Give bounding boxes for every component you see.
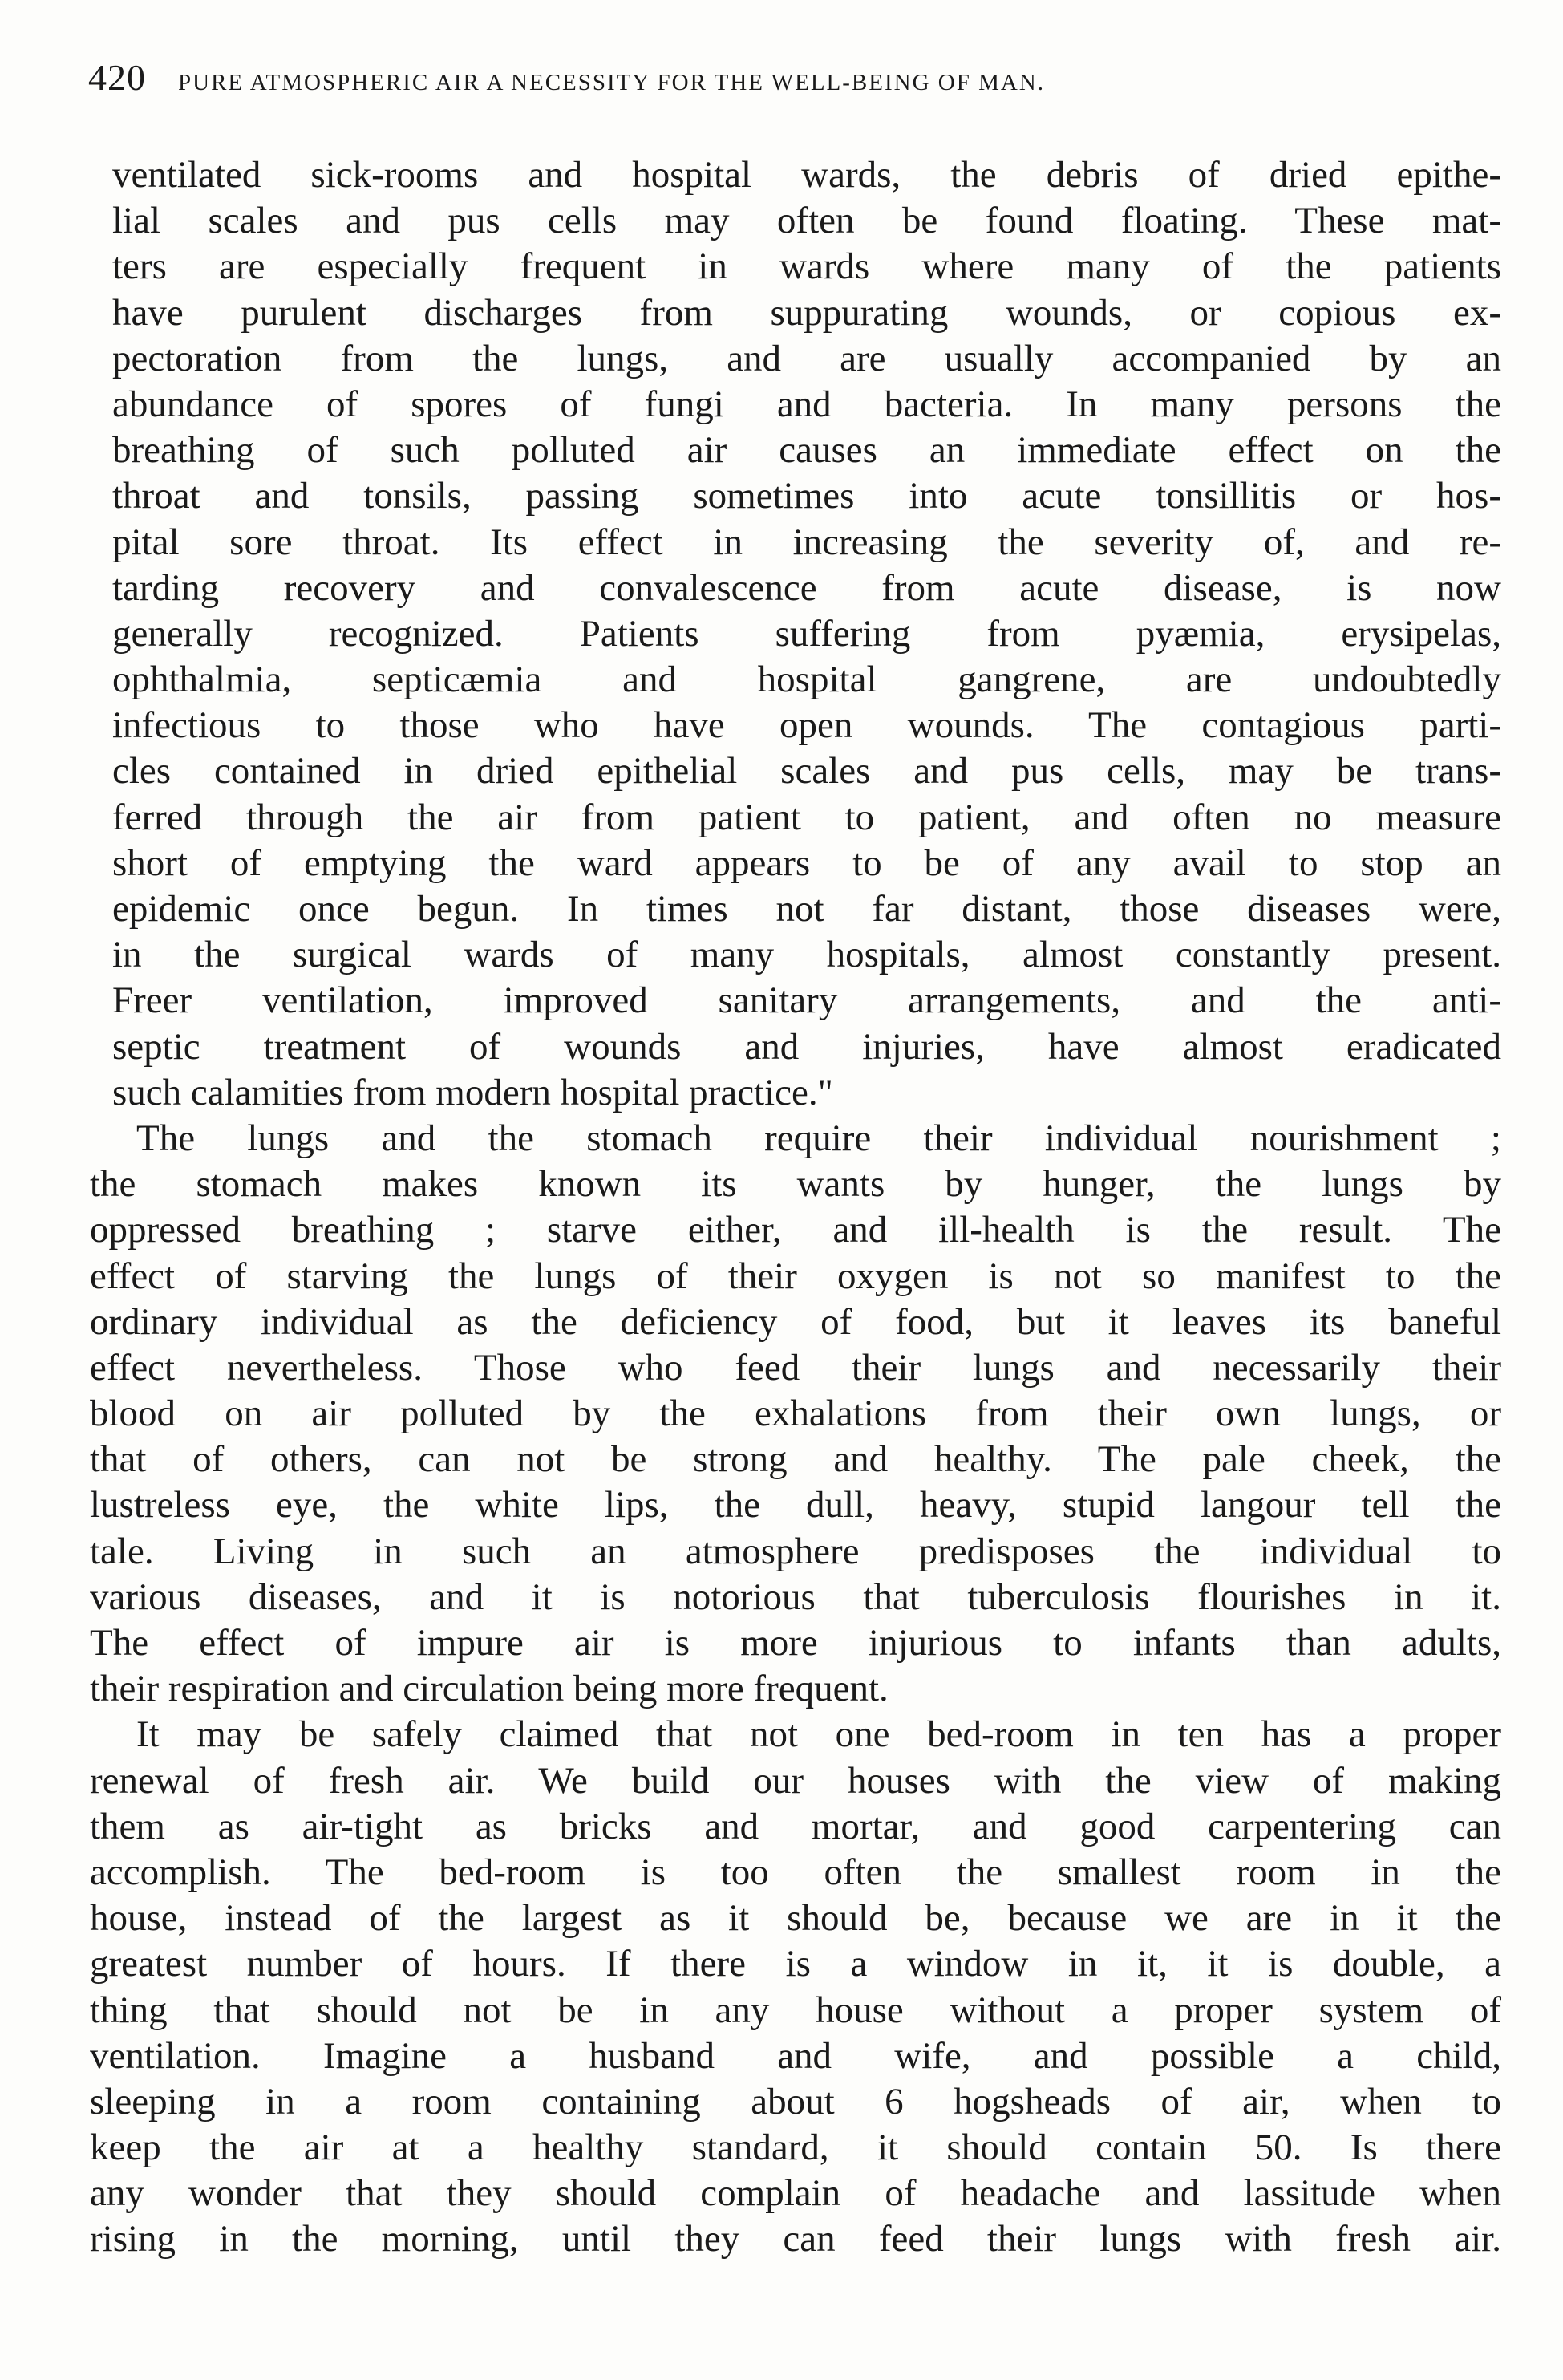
text-line: rising in the morning, until they can feed their lungs with fresh air. (90, 2218, 1501, 2260)
text-line: that of others, can not be strong and healthy. The pale cheek, the (90, 1438, 1501, 1481)
text-line: ordinary individual as the deficiency of food, but it leaves its baneful (90, 1300, 1501, 1343)
page-number: 420 (88, 57, 146, 98)
text-line: lial scales and pus cells may often be found floating. These mat- (112, 200, 1501, 242)
text-line: throat and tonsils, passing sometimes into acute tonsillitis or hos- (112, 475, 1501, 517)
text-line: The effect of impure air is more injurious to infants than adults, (90, 1622, 1501, 1664)
text-line: renewal of fresh air. We build our houses with the view of making (90, 1759, 1501, 1802)
text-line: The lungs and the stomach require their individual nourishment ; (136, 1117, 1501, 1159)
text-line: pectoration from the lungs, and are usually accompanied by an (112, 337, 1501, 379)
text-line: abundance of spores of fungi and bacteria. In many persons the (112, 383, 1501, 425)
text-line: Freer ventilation, improved sanitary arrangements, and the anti- (112, 979, 1501, 1022)
text-line: ophthalmia, septicæmia and hospital gangrene, are undoubtedly (112, 659, 1501, 701)
running-head (88, 56, 1484, 104)
text-line: greatest number of hours. If there is a window in it, it is double, a (90, 1943, 1501, 1985)
text-line: generally recognized. Patients suffering from pyæmia, erysipelas, (112, 612, 1501, 655)
text-line: epidemic once begun. In times not far distant, those diseases were, (112, 888, 1501, 930)
text-line: have purulent discharges from suppurating wounds, or copious ex- (112, 291, 1501, 334)
paragraph (90, 1116, 1501, 1712)
text-line: them as air-tight as bricks and mortar, and good carpentering can (90, 1805, 1501, 1847)
text-line: various diseases, and it is notorious that tuberculosis flourishes in it. (90, 1575, 1501, 1618)
text-line: It may be safely claimed that not one bed-room in ten has a proper (136, 1713, 1501, 1756)
quoted-paragraph (90, 152, 1501, 1116)
text-line: ventilation. Imagine a husband and wife, and possible a child, (90, 2034, 1501, 2077)
paragraph (90, 1712, 1501, 2262)
text-line: ters are especially frequent in wards where many of the patients (112, 245, 1501, 288)
text-line: septic treatment of wounds and injuries, have almost eradicated (112, 1025, 1501, 1068)
text-line: tale. Living in such an atmosphere predisposes the individual to (90, 1530, 1501, 1572)
text-line: lustreless eye, the white lips, the dull, heavy, stupid langour tell the (90, 1484, 1501, 1527)
text-line: ventilated sick-rooms and hospital wards, the debris of dried epithe- (112, 154, 1501, 196)
text-line: thing that should not be in any house without a proper system of (90, 1989, 1501, 2031)
text-line: ferred through the air from patient to patient, and often no measure (112, 796, 1501, 838)
text-line: such calamities from modern hospital practice." (112, 1071, 833, 1113)
text-line: any wonder that they should complain of headache and lassitude when (90, 2172, 1501, 2215)
text-line: short of emptying the ward appears to be of any avail to stop an (112, 841, 1501, 884)
text-line: pital sore throat. Its effect in increasing the severity of, and re- (112, 521, 1501, 563)
text-line: the stomach makes known its wants by hunger, the lungs by (90, 1163, 1501, 1206)
text-line: tarding recovery and convalescence from acute disease, is now (112, 566, 1501, 609)
text-line: keep the air at a healthy standard, it should contain 50. Is there (90, 2127, 1501, 2169)
text-line: effect of starving the lungs of their oxygen is not so manifest to the (90, 1255, 1501, 1297)
text-line: breathing of such polluted air causes an immediate effect on the (112, 429, 1501, 472)
text-line: effect nevertheless. Those who feed their lungs and necessarily their (90, 1346, 1501, 1389)
text-line: in the surgical wards of many hospitals, almost constantly present. (112, 934, 1501, 976)
text-line: cles contained in dried epithelial scales and pus cells, may be trans- (112, 750, 1501, 793)
text-line: oppressed breathing ; starve either, and ill-health is the result. The (90, 1209, 1501, 1251)
text-line: infectious to those who have open wounds. The contagious parti- (112, 704, 1501, 747)
text-line: their respiration and circulation being more frequent. (90, 1668, 889, 1710)
body-text (90, 152, 1501, 2263)
running-title: PURE ATMOSPHERIC AIR A NECESSITY FOR THE WELL-BEING OF MAN. (178, 70, 1046, 95)
text-line: house, instead of the largest as it should be, because we are in it the (90, 1897, 1501, 1940)
text-line: blood on air polluted by the exhalations from their own lungs, or (90, 1393, 1501, 1435)
text-line: sleeping in a room containing about 6 hogsheads of air, when to (90, 2080, 1501, 2123)
text-line: accomplish. The bed-room is too often the smallest room in the (90, 1851, 1501, 1893)
